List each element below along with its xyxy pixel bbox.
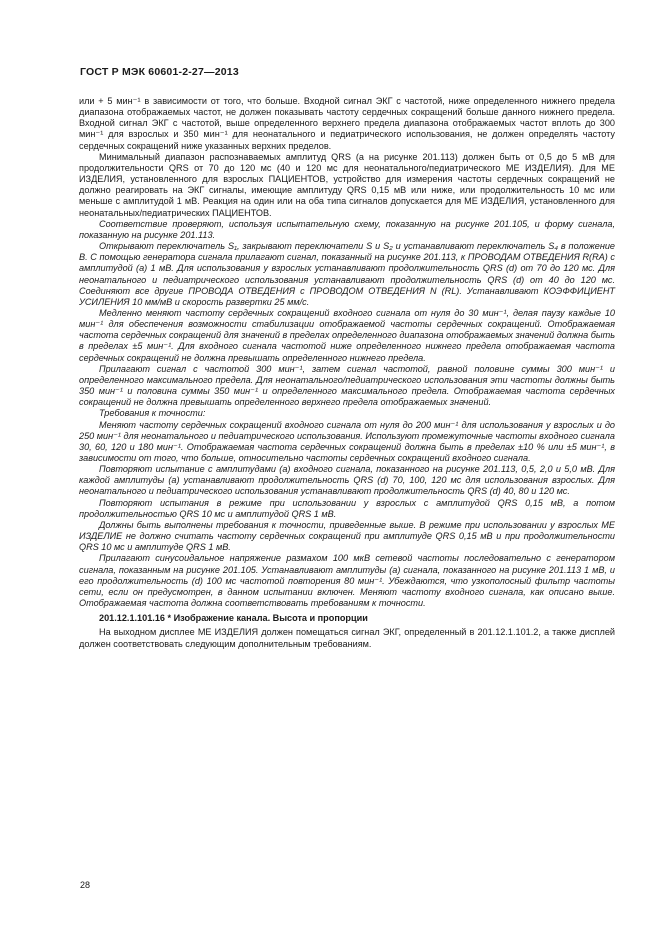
paragraph: Открывают переключатель S₁, закрывают переключатели S и S₂ и устанавливают переключатель S₄ в положение B. С помощью генератора сигнала прилагают сигнал, показанный на рисунке 201.113, к ПРОВОДАМ ОТВЕДЕНИЯ R(RA) с амплитудой (a) 1 мВ. Для использования у взрослых устанавливают продолжительность QRS (d) от 70 до 120 мс. Для неонатального и педиатрического использования устанавливают продолжительность QRS (d) от 40 до 120 мс. Соединяют все другие ПРОВОДА ОТВЕДЕНИЯ с ПРОВОДОМ ОТВЕДЕНИЯ N (RL). Устанавливают КОЭФФИЦИЕНТ УСИЛЕНИЯ 10 мм/мВ и скорость развертки 25 мм/с. — [79, 241, 615, 307]
document-body — [79, 96, 615, 650]
paragraph: Меняют частоту сердечных сокращений входного сигнала от нуля до 200 мин⁻¹ для использования у взрослых и до 250 мин⁻¹ для неонатального и педиатрического использования. Используют промежуточные частоты входного сигнала 30, 60, 120 и 180 мин⁻¹. Отображаемая частота сердечных сокращений должна быть в пределах ±10 % или ±5 мин⁻¹, в зависимости от того, что больше, относительно частоты сердечных сокращений входного сигнала. — [79, 419, 615, 463]
paragraph: Прилагают синусоидальное напряжение размахом 100 мкВ сетевой частоты последовательно с генератором сигнала, показанным на рисунке 201.105. Устанавливают амплитуды (a) сигнала, показанного на рисунке 201.113 1 мВ, и его продолжительность (d) 100 мс частотой повторения 80 мин⁻¹. Убеждаются, что узкополосный фильтр частоты сети, если он предусмотрен, в данном испытании включен. Меняют частоту входного сигнала, как описано выше. Отображаемая частота должна соответствовать требованиям к точности. — [79, 553, 615, 609]
paragraph: Повторяют испытание с амплитудами (a) входного сигнала, показанного на рисунке 201.113, 0,5, 2,0 и 5,0 мВ. Для каждой амплитуды (a) устанавливают продолжительность QRS (d) 70, 100, 120 мс для использования взрослых. Для неонатального и педиатрического использования устанавливают продолжительность QRS (d) 40, 80 и 120 мс. — [79, 464, 615, 497]
page-number: 28 — [80, 880, 91, 890]
paragraph: На выходном дисплее МЕ ИЗДЕЛИЯ должен помещаться сигнал ЭКГ, определенный в 201.12.1.101.2, а также дисплей должен соответствовать следующим дополнительным требованиям. — [79, 627, 615, 649]
paragraph: или + 5 мин⁻¹ в зависимости от того, что больше. Входной сигнал ЭКГ с частотой, ниже определенного нижнего предела диапазона отображаемых частот, не должен показывать частоту сердечных сокращений больше данного нижнего предела. Входной сигнал ЭКГ с частотой, выше определенного верхнего предела диапазона отображаемых частот вплоть до 300 мин⁻¹ для взрослых и 350 мин⁻¹ для неонатального и педиатрического использования, не должен определять частоту сердечных сокращений ниже указанных верхних пределов. — [79, 96, 615, 151]
paragraph: Медленно меняют частоту сердечных сокращений входного сигнала от нуля до 30 мин⁻¹, делая паузу каждые 10 мин⁻¹ для обеспечения возможности стабилизации отображаемой частоты сердечных сокращений. Отображаемая частота сердечных сокращений для значений в пределах определенного диапазона отображаемых значений должна быть в пределах ±5 мин⁻¹. Для входного сигнала частотой ниже определенного нижнего предела отображаемая частота сердечных сокращений не должна превышать определенного нижнего предела. — [79, 307, 615, 363]
paragraph: Требования к точности: — [99, 408, 206, 419]
document-header: ГОСТ Р МЭК 60601-2-27—2013 — [80, 66, 239, 78]
paragraph: Минимальный диапазон распознаваемых амплитуд QRS (a на рисунке 201.113) должен быть от 0,5 до 5 мВ для продолжительности QRS от 70 до 120 мс (40 и 120 мс для неонатального/педиатрического МЕ ИЗДЕЛИЯ). Для МЕ ИЗДЕЛИЯ, установленного для взрослых ПАЦИЕНТОВ, устройство для измерения частоты сердечных сокращений не должно реагировать на ЭКГ сигналы, имеющие амплитуду QRS 0,15 мВ или ниже, или продолжительность 10 мс или меньше с амплитудой 1 мВ. Реакция на один или на оба типа сигналов допускается для МЕ ИЗДЕЛИЯ, установленного для неонатальных/педиатрических ПАЦИЕНТОВ. — [79, 151, 615, 218]
paragraph: Соответствие проверяют, используя испытательную схему, показанную на рисунке 201.105, и форму сигнала, показанную на рисунке 201.113. — [79, 218, 615, 240]
paragraph: Прилагают сигнал с частотой 300 мин⁻¹, затем сигнал частотой, равной половине суммы 300 мин⁻¹ и определенного максимального предела. Для неонатального/педиатрического использования эти частоты должны быть 350 мин⁻¹ и половина суммы 350 мин⁻¹ и определенного максимального предела. Отображаемая частота сердечных сокращений не должна превышать определенного верхнего предела отображаемых значений. — [79, 363, 615, 408]
paragraph: Повторяют испытания в режиме при использовании у взрослых с амплитудой QRS 0,15 мВ, а потом продолжительностью QRS 10 мс и амплитудой QRS 1 мВ. — [79, 497, 615, 519]
section-heading: 201.12.1.101.16 * Изображение канала. Высота и пропорции — [99, 613, 368, 624]
paragraph: Должны быть выполнены требования к точности, приведенные выше. В режиме при использовании у взрослых МЕ ИЗДЕЛИЕ не должно считать частоту сердечных сокращений при амплитуде QRS 0,15 мВ и при продолжительности QRS 10 мс и амплитуде QRS 1 мВ. — [79, 519, 615, 553]
